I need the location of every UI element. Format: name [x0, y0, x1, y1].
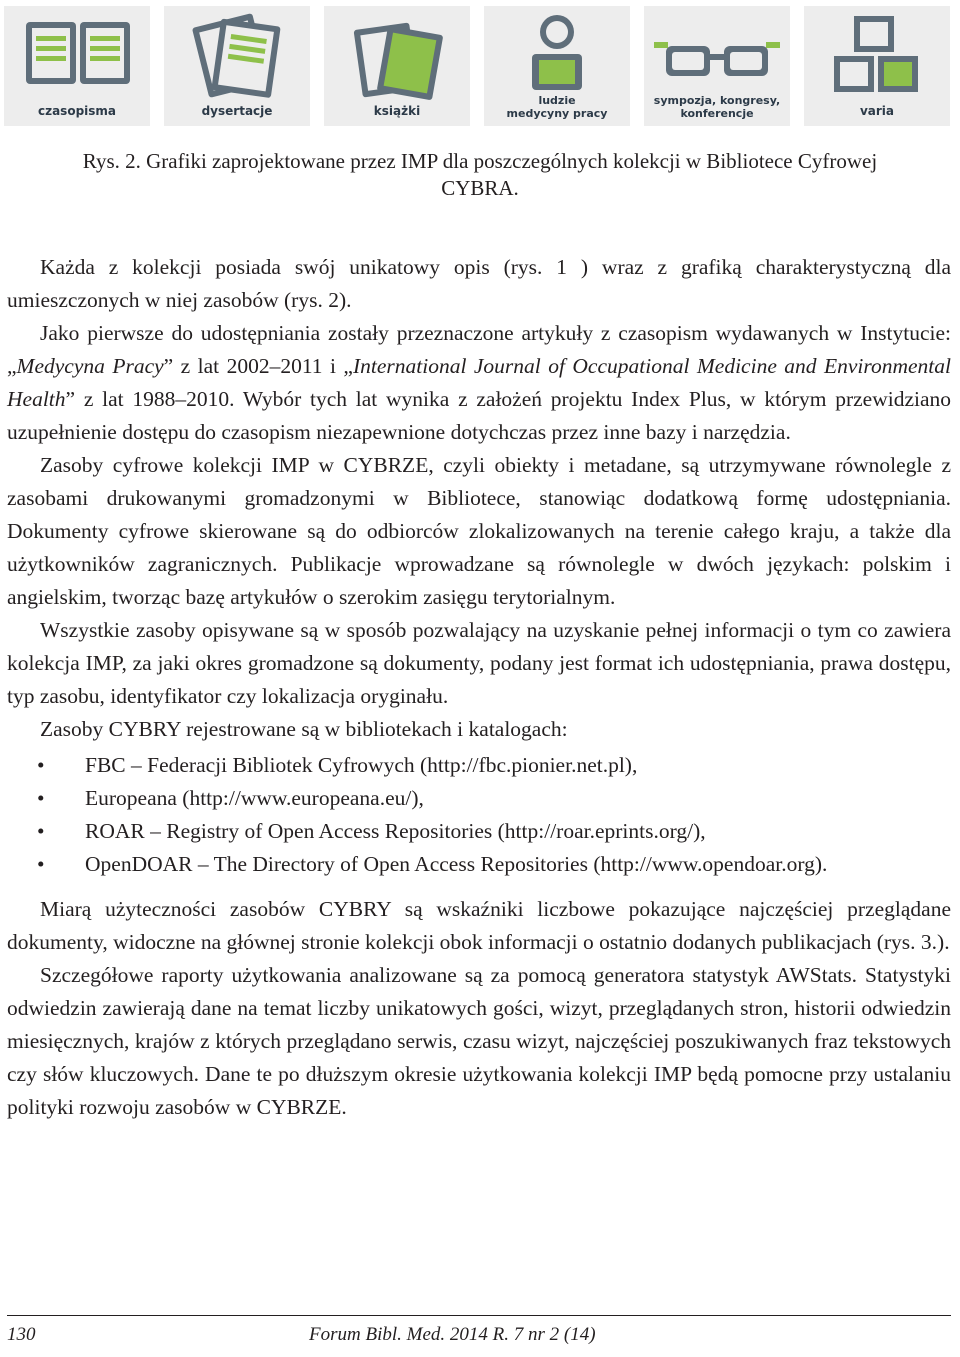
list-item [7, 749, 951, 782]
tile-sympozja [644, 6, 790, 126]
journal-citation: Forum Bibl. Med. 2014 R. 7 nr 2 (14) [309, 1324, 596, 1345]
paragraph [7, 317, 951, 449]
tile-label [644, 94, 790, 120]
tile-label-line: konferencje [680, 107, 754, 120]
page-number: 130 [7, 1324, 36, 1345]
figure-caption [10, 148, 950, 202]
paragraph: Wszystkie zasoby opisywane są w sposób pozwalający na uzyskanie pełnej informacji o tym co zawiera kolekcja IMP, za jaki okres gromadzone są dokumenty, podany jest format ich udostępniania, prawa dostępu, typ zasobu, identyfikator czy lokalizacja oryginału. [7, 618, 951, 708]
article-body [7, 251, 951, 1124]
tile-label [484, 94, 630, 120]
bullet: • [37, 786, 45, 810]
tile-label-line: ludzie [538, 94, 576, 107]
tile-label: książki [373, 104, 421, 118]
list-item [7, 815, 951, 848]
list-item [7, 848, 951, 881]
paragraph-text: ” z lat 2002–2011 i „ [163, 354, 353, 378]
paragraph: Szczegółowe raporty użytkowania analizowane są za pomocą generatora statystyk AWStats. Statystyki odwiedzin zawierają dane na temat liczby unikatowych gości, wizyt, przeglądanych stron, historii odwiedzin miesięcznych, krajów z których przeglądano serwis, czasu wizyt, najczęściej poszukiwanych fraz tekstowych czy słów kluczowych. Dane te po dłuższym okresie użytkowania kolekcji IMP będą pomocne przy ustalaniu polityki rozwoju zasobów w CYBRZE. [7, 963, 951, 1119]
paragraph: Zasoby cyfrowe kolekcji IMP w CYBRZE, czyli obiekty i metadane, są utrzymywane równolegle z zasobami drukowanymi gromadzonymi w Bibliotece, stanowiąc dodatkową formę udostępniania. Dokumenty cyfrowe skierowane są do odbiorców zlokalizowanych na terenie całego kraju, a także dla użytkowników zagranicznych. Publikacje wprowadzane są równolegle w dwóch językach: polskim i angielskim, tworząc bazę artykułów o szerokim zasięgu terytorialnym. [7, 453, 951, 609]
paragraph-text: ” z lat 1988–2010. Wybór tych lat wynika z założeń projektu Index Plus, w którym przewidziano uzupełnienie dostępu do czasopism niezapewnione dotychczas przez inne bazy i narzędzia. [7, 387, 951, 444]
paragraph: Każda z kolekcji posiada swój unikatowy opis (rys. 1 ) wraz z grafiką charakterystyczną dla umieszczonych w niej zasobów (rys. 2). [7, 255, 951, 312]
tile-ksiazki [324, 6, 470, 126]
tile-varia [804, 6, 950, 126]
bullet: • [37, 753, 45, 777]
list-item [7, 782, 951, 815]
list-item-text: Europeana (http://www.europeana.eu/), [85, 786, 424, 810]
tile-label: dysertacje [201, 104, 273, 118]
tile-label-line: medycyny pracy [506, 107, 608, 120]
tile-label: varia [859, 104, 895, 118]
catalog-list [7, 749, 951, 881]
collection-icons-strip [0, 0, 960, 140]
page-footer [7, 1315, 951, 1352]
bullet: • [37, 852, 45, 876]
caption-line: Rys. 2. Grafiki zaprojektowane przez IMP dla poszczególnych kolekcji w Bibliotece Cyfrowej [82, 149, 878, 173]
paragraph: Zasoby CYBRY rejestrowane są w bibliotekach i katalogach: [40, 717, 568, 741]
caption-line: CYBRA. [441, 176, 519, 200]
tile-ludzie [484, 6, 630, 126]
journal-title: International Journal of Occupational Medicine and Environmental Health [7, 354, 951, 411]
paragraph: Miarą użyteczności zasobów CYBRY są wskaźniki liczbowe pokazujące najczęściej przeglądane dokumenty, widoczne na głównej stronie kolekcji obok informacji o ostatnio dodanych publikacjach (rys. 3.). [7, 897, 951, 954]
paragraph-text: Jako pierwsze do udostępniania zostały przeznaczone artykuły z czasopism wydawanych w Instytucie: „ [7, 321, 951, 378]
tile-label: czasopisma [37, 104, 117, 118]
list-item-text: OpenDOAR – The Directory of Open Access Repositories (http://www.opendoar.org). [85, 852, 828, 876]
journal-title: Medycyna Pracy [16, 354, 164, 378]
list-item-text: ROAR – Registry of Open Access Repositories (http://roar.eprints.org/), [85, 819, 706, 843]
list-item-text: FBC – Federacji Bibliotek Cyfrowych (http://fbc.pionier.net.pl), [85, 753, 638, 777]
bullet: • [37, 819, 45, 843]
tile-dysertacje [164, 6, 310, 126]
tile-label-line: sympozja, kongresy, [653, 94, 781, 107]
tile-czasopisma [4, 6, 150, 126]
